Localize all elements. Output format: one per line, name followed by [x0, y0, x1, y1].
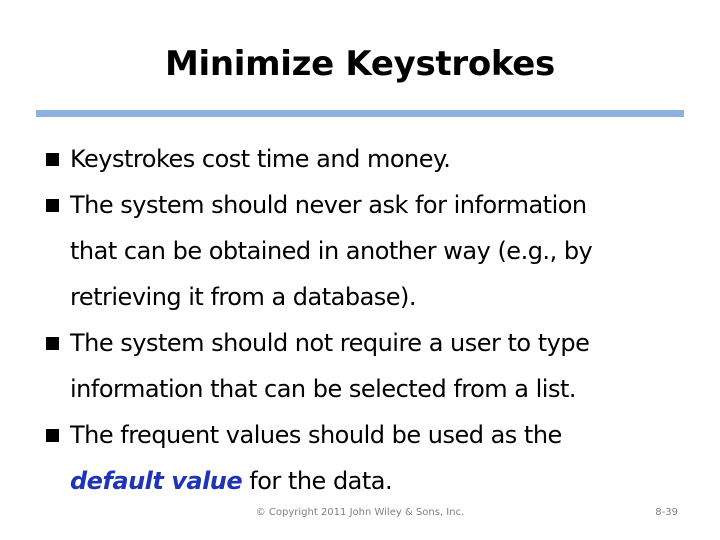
footer-copyright: © Copyright 2011 John Wiley & Sons, Inc.: [255, 507, 465, 518]
title-divider: [36, 110, 684, 117]
bullet-text-line: The frequent values should be used as the: [70, 421, 562, 449]
square-bullet-icon: [46, 429, 59, 442]
bullet-list: [42, 136, 682, 504]
square-bullet-icon: [46, 199, 59, 212]
bullet-text-line: that can be obtained in another way (e.g., by: [70, 237, 593, 265]
square-bullet-icon: [46, 337, 59, 350]
bullet-text-line: The system should never ask for information: [70, 191, 587, 219]
bullet-item-1: [42, 136, 682, 182]
bullet-text-line: retrieving it from a database).: [70, 283, 417, 311]
bullet-text-line: Keystrokes cost time and money.: [70, 145, 451, 173]
page-number: 8-39: [655, 507, 678, 518]
bullet-item-4: [42, 412, 682, 504]
bullet-text-tail: for the data.: [242, 467, 393, 495]
bullet-text-line: information that can be selected from a list.: [70, 375, 577, 403]
square-bullet-icon: [46, 153, 59, 166]
emphasized-term: default value: [70, 467, 243, 495]
bullet-text-line-emphasis: [70, 458, 682, 504]
slide-title: Minimize Keystrokes: [165, 44, 555, 84]
bullet-item-2: [42, 182, 682, 320]
bullet-item-3: [42, 320, 682, 412]
bullet-text-line: The system should not require a user to type: [70, 329, 590, 357]
